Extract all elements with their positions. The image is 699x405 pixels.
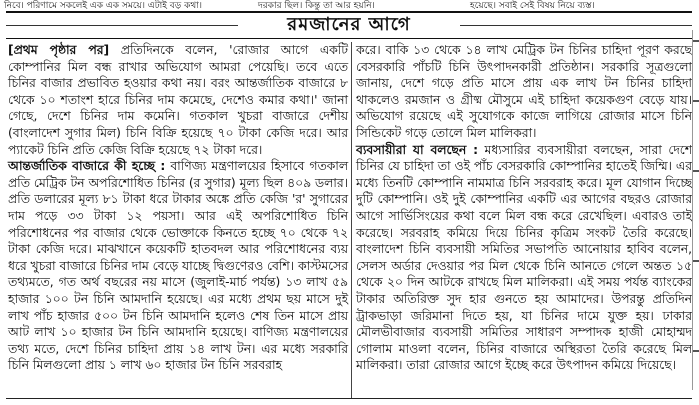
top-rule xyxy=(6,11,692,13)
edge-mark xyxy=(693,40,699,42)
left-subheading: আন্তর্জাতিক বাজারে কী হচ্ছে : xyxy=(8,159,166,174)
headline-bar xyxy=(6,14,692,36)
page-edge xyxy=(692,30,699,390)
headline-left-rule xyxy=(6,25,238,26)
article-headline: রমজানের আগে xyxy=(269,14,428,36)
headline-under-rule xyxy=(6,38,692,39)
top-strip-text-2: দরকার ছিল। কিন্তু তা আর হয়নি। xyxy=(258,1,375,11)
article-frame xyxy=(6,11,692,399)
edge-mark xyxy=(693,350,699,352)
edge-mark xyxy=(693,100,699,102)
left-paragraph-1: প্রতিদিনকে বলেন, 'রোজার আগে একটি কোম্পানির মিল বন্ধ রাখার অভিযোগ আমরা পেয়েছি। তবে এতে চিনির বাজার প্রভাবিত হওয়ার কথা নয়। বরং আন্তর্জাতিক বাজারে ৮ থেকে ১০ শতাংশ হারে চিনির দাম কমেছে, দেশেও কমার কথা।' জানা গেছে, দেশে চিনির দাম কমেনি। গতকাল খুচরা বাজারে দেশীয় (বাংলাদেশ সুগার মিল) চিনি বিক্রি হয়েছে ৭০ টাকা কেজি দরে। আর প্যাকেট চিনি প্রতি কেজি বিক্রি হয়েছে ৭২ টাকা দরে। xyxy=(8,43,348,157)
continuation-tag: [প্রথম পৃষ্ঠার পর] xyxy=(8,43,110,57)
edge-mark xyxy=(693,170,699,172)
right-column xyxy=(356,42,692,374)
top-strip xyxy=(0,0,699,10)
headline-right-rule xyxy=(460,25,692,26)
top-strip-text-1: নিবে। পরিণামে সকলেই এক এক সময়ে। এটাই বড় কথা। xyxy=(4,1,203,11)
right-paragraph-2: মধ্যসারির ব্যবসায়ীরা বলছেন, সারা দেশে চিনির যে চাহিদা তা ওই পাঁচ বেসরকারি কোম্পানির হাতেই জিম্মি। এর মধ্যে তিনটি কোম্পানি নামমাত্র চিনি সরবরাহ করে। মূল যোগান দিচ্ছে দুটি কোম্পানি। ওই দুই কোম্পানির একটি এর আগের বছরও রোজার আগে সার্ভিসিংয়ের কথা বলে মিল বন্ধ করে রেখেছিল। এবারও তাই করেছে। সরবরাহ কমিয়ে দিয়ে চিনির কৃত্রিম সংকট তৈরি করেছে। বাংলাদেশ চিনি ব্যবসায়ী সমিতির সভাপতি আনোয়ার হাবিব বলেন, সেলস অর্ডার দেওয়ার পর মিল থেকে চিনি আনতে গেলে অন্তত ১৫ থেকে ২০ দিন আটকে রাখছে মিল মালিকরা। এই সময় পর্যন্ত ব্যাংকের টাকার অতিরিক্ত সুদ হার গুনতে হয় আমাদের। উপরন্তু প্রতিদিন ট্রাকভাড়া জরিমানা দিতে হয়, যা চিনির দামে যুক্ত হয়। ঢাকার মৌলভীবাজার ব্যবসায়ী সমিতির সাধারণ সম্পাদক হাজী মোহাম্মদ গোলাম মাওলা বলেন, চিনির বাজারে অস্থিরতা তৈরি করেছে মিল মালিকরা। তারা রোজার আগে ইচ্ছে করে উৎপাদন কমিয়ে দিয়েছে। xyxy=(356,142,693,373)
left-column xyxy=(8,42,348,374)
top-strip-text-3: হয়েছে। সবাই সেই বিষয় নিয়ে ব্যস্ত। xyxy=(470,1,595,11)
edge-mark xyxy=(693,260,699,262)
bottom-rule xyxy=(6,398,692,399)
column-divider xyxy=(351,42,352,398)
right-paragraph-1: করে। বাকি ১৩ থেকে ১৪ লাখ মেট্রিক টন চিনির চাহিদা পূরণ করছে বেসরকারি পাঁচটি চিনি উৎপাদনকারী প্রতিষ্ঠান। সরকারি সূত্রগুলো জানায়, দেশে গড়ে প্রতি মাসে প্রায় এক লাখ টন চিনির চাহিদা থাকলেও রমজান ও গ্রীষ্ম মৌসুমে এই চাহিদা কয়েকগুণ বেড়ে যায়। অভিযোগ রয়েছে এই সুযোগকে কাজে লাগিয়ে রোজার মাসে চিনি সিন্ডিকেট গড়ে তোলে মিল মালিকরা। xyxy=(356,43,692,140)
left-paragraph-2: বাণিজ্য মন্ত্রণালয়ের হিসাবে গতকাল প্রতি মেট্রিক টন অপরিশোধিত চিনির (র সুগার) মূল্য ছিল ৪০৯ ডলার। প্রতি ডলারের মূল্য ৮১ টাকা ধরে টাকার অঙ্কে প্রতি কেজি 'র' সুগারের দাম পড়ে ৩৩ টাকা ১২ পয়সা। আর এই অপরিশোধিত চিনি পরিশোধনের পর বাজার থেকে ভোক্তাকে কিনতে হচ্ছে ৭০ থেকে ৭২ টাকা কেজি দরে। মাঝখানে কয়েকটি হাতবদল আর পরিশোধনের ব্যয় ধরে খুচরা বাজারে চিনির দাম বেড়ে যাচ্ছে দ্বিগুণেরও বেশি। কাস্টমসের তথ্যমতে, গত অর্থ বছরের নয় মাসে (জুলাই-মার্চ পর্যন্ত) ১৩ লাখ ৫৯ হাজার ১০০ টন চিনি আমদানি হয়েছে। এর মধ্যে প্রথম ছয় মাসে দুই লাখ পাঁচ হাজার ৫০০ টন চিনি আমদানি হলেও শেষ তিন মাসে প্রায় আট লাখ ১০ হাজার টন চিনি আমদানি হয়েছে। বাণিজ্য মন্ত্রণালয়ের তথ্য মতে, দেশে চিনির চাহিদা প্রায় ১৪ লাখ টন। এর মধ্যে সরকারি চিনি মিলগুলো প্রায় ১ লাখ ৬০ হাজার টন চিনি সরবরাহ xyxy=(8,159,348,373)
right-subheading: ব্যবসায়ীরা যা বলছেন : xyxy=(356,142,479,157)
